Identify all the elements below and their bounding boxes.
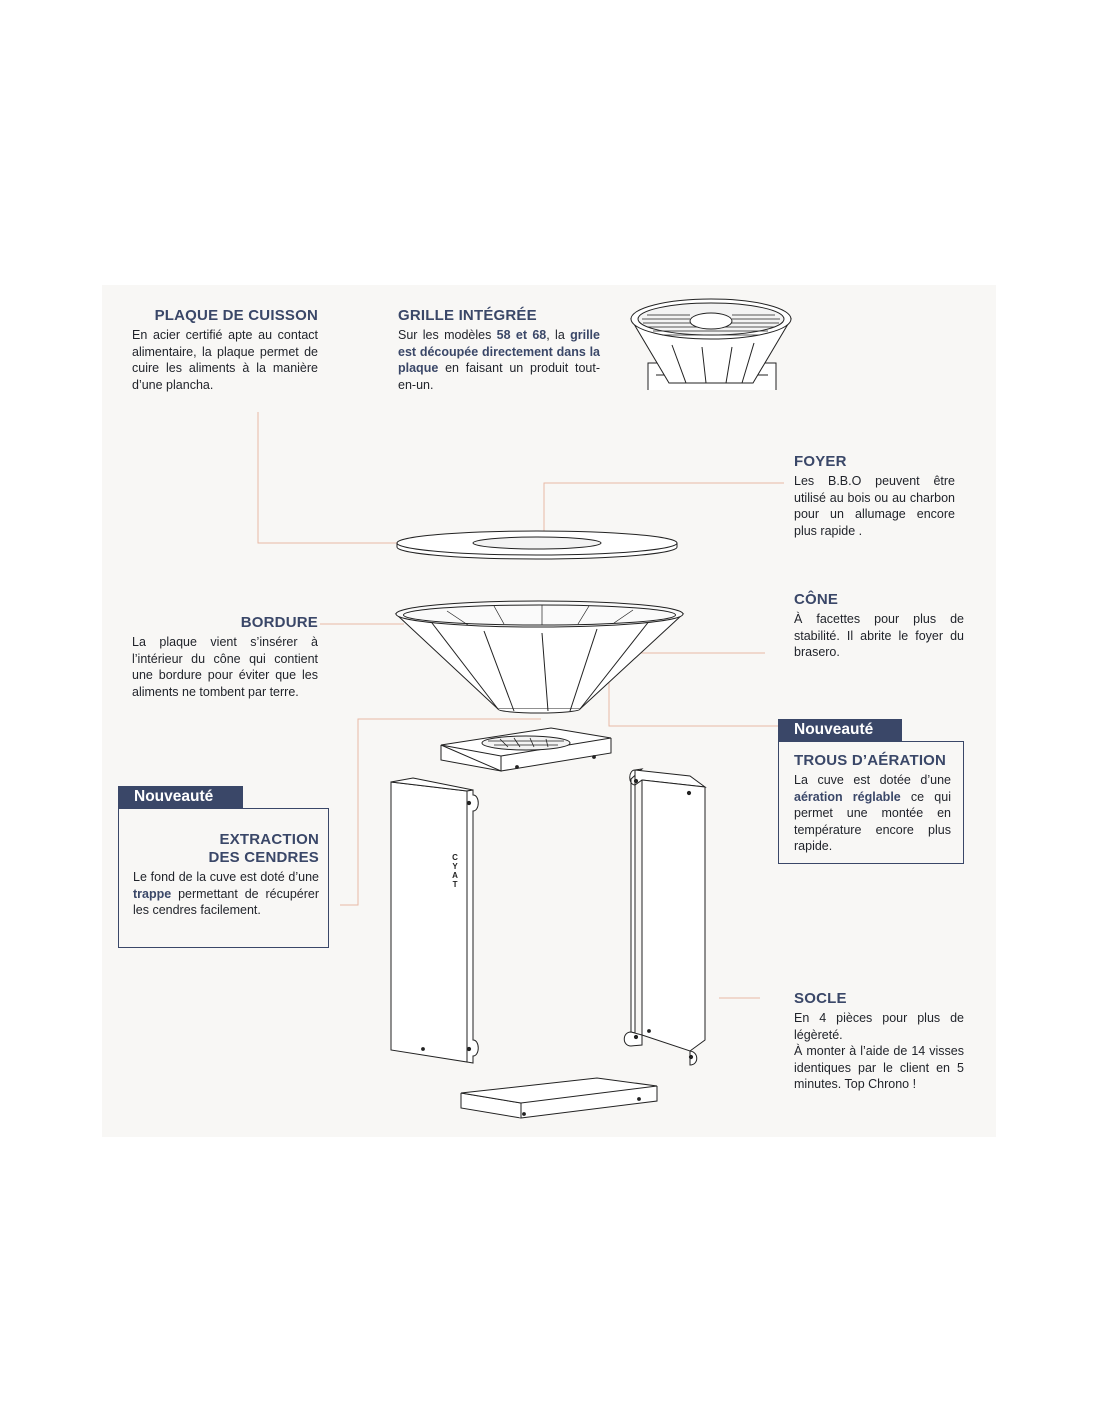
cone-title: CÔNE bbox=[794, 591, 839, 608]
bordure-text: La plaque vient s’insérer à l’intérieur du cône qui contient une bordure pour éviter que les aliments ne tombent par terre. bbox=[132, 635, 318, 699]
extraction-new-badge: Nouveauté bbox=[118, 786, 243, 808]
foyer-title: FOYER bbox=[794, 453, 847, 470]
foyer-text: Les B.B.O peuvent être utilisé au bois ou au charbon pour un allumage encore plus rapide . bbox=[794, 474, 955, 538]
socle-title: SOCLE bbox=[794, 990, 847, 1007]
grill-illustration bbox=[631, 299, 791, 403]
bordure-title: BORDURE bbox=[240, 614, 318, 631]
diagram-panel bbox=[102, 285, 996, 1137]
brand-mark-letter: A bbox=[452, 871, 458, 880]
leader-line-plaque bbox=[258, 412, 400, 543]
annotation-foyer bbox=[794, 453, 955, 539]
annotation-plaque bbox=[132, 307, 318, 393]
socle-left-panel bbox=[391, 778, 478, 1063]
annotation-cone bbox=[794, 591, 964, 661]
plaque-title: PLAQUE DE CUISSON bbox=[154, 307, 318, 324]
grille-text: Sur les modèles 58 et 68, la grille est découpée directement dans la plaque en faisant un produit tout-en-un. bbox=[398, 328, 600, 392]
trous-title: TROUS D’AÉRATION bbox=[794, 752, 947, 769]
socle-text-1: En 4 pièces pour plus de légèreté. bbox=[794, 1011, 964, 1042]
firebox-tray bbox=[441, 728, 611, 771]
trous-new-badge: Nouveauté bbox=[778, 719, 902, 741]
annotation-grille bbox=[398, 307, 600, 393]
grille-title: GRILLE INTÉGRÉE bbox=[398, 307, 537, 324]
brand-mark-cyat bbox=[452, 853, 458, 889]
cooking-plate bbox=[397, 531, 677, 559]
socle-bottom-plate bbox=[461, 1078, 657, 1118]
brand-mark-letter: C bbox=[452, 853, 458, 862]
cone-bowl bbox=[396, 601, 683, 713]
plaque-text: En acier certifié apte au contact alimentaire, la plaque permet de cuire les aliments à la manière d’une plancha. bbox=[132, 328, 318, 392]
trous-text: La cuve est dotée d’une aération réglable ce qui permet une montée en température encore plus rapide. bbox=[794, 773, 951, 853]
leader-line-trous bbox=[609, 669, 778, 726]
socle-text-2: À monter à l’aide de 14 visses identiques par le client en 5 minutes. Top Chrono ! bbox=[794, 1044, 964, 1091]
cone-text: À facettes pour plus de stabilité. Il abrite le foyer du brasero. bbox=[794, 612, 964, 659]
extraction-title-1: EXTRACTION bbox=[219, 831, 319, 848]
annotation-extraction-box bbox=[118, 808, 329, 948]
extraction-title-2: DES CENDRES bbox=[208, 849, 319, 866]
annotation-trous-box bbox=[778, 741, 964, 864]
annotation-socle bbox=[794, 990, 964, 1093]
annotation-bordure bbox=[132, 614, 318, 700]
brand-mark-letter: Y bbox=[452, 862, 458, 871]
brand-mark-letter: T bbox=[452, 880, 458, 889]
extraction-text: Le fond de la cuve est doté d’une trappe permettant de récupérer les cendres facilement. bbox=[133, 870, 319, 917]
socle-right-panel bbox=[624, 769, 705, 1065]
